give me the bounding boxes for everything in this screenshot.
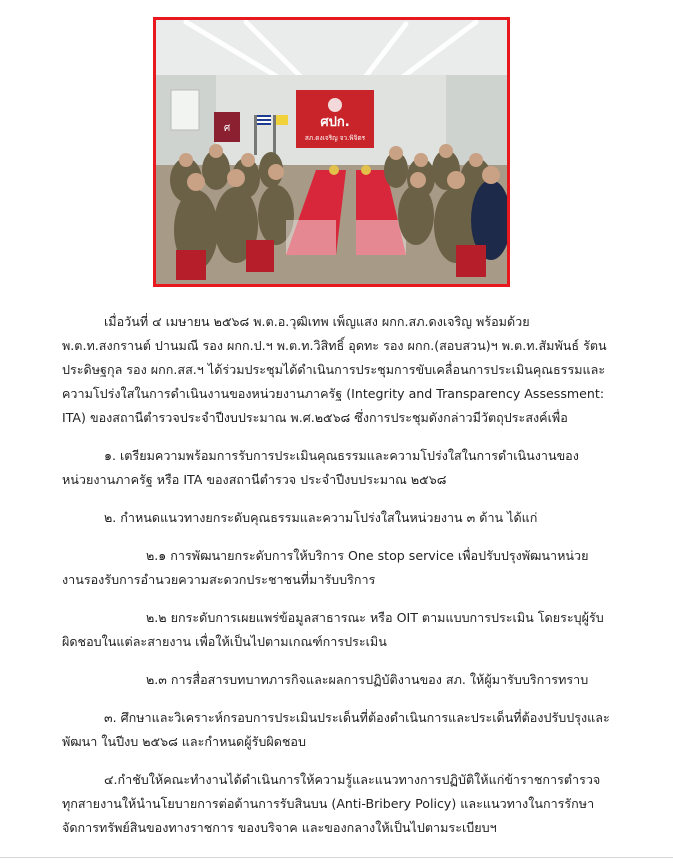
banner-title: ศปก. xyxy=(320,115,350,130)
banner-subtitle: สภ.ดงเจริญ จว.พิจิตร xyxy=(304,134,366,142)
meeting-photo-illustration xyxy=(156,20,507,284)
objective-3: ๓. ศึกษาและวิเคราะห์กรอบการประเมินประเด็นที่ต้องดำเนินการและประเด็นที่ต้องปรับปรุงและพัฒนา ในปีงบ ๒๕๖๘ และกำหนดผู้รับผิดชอบ xyxy=(62,710,610,749)
intro-paragraph: เมื่อวันที่ ๔ เมษายน ๒๕๖๘ พ.ต.อ.วุฒิเทพ เพ็ญแสง ผกก.สภ.ดงเจริญ พร้อมด้วย พ.ต.ท.สงกรานต์ ปานมณี รอง ผกก.ป.ฯ พ.ต.ท.วิสิทธิ์ อุดทะ รอง ผกก.(สอบสวน)ฯ พ.ต.ท.สัมพันธ์ รัตนประดิษฐกุล รอง ผกก.สส.ฯ ได้ร่วมประชุมได้ดำเนินการประชุมการขับเคลื่อนการประเมินคุณธรรมและความโปร่งใสในการดำเนินงานของหน่วยงานภาครัฐ (Integrity and Transparency Assessment: ITA) ของสถานีตำรวจประจำปีงบประมาณ พ.ศ.๒๕๖๘ ซึ่งการประชุมดังกล่าวมีวัตถุประสงค์เพื่อ xyxy=(62,314,607,425)
divider xyxy=(0,857,673,858)
article-body xyxy=(62,310,610,840)
objective-1: ๑. เตรียมความพร้อมการรับการประเมินคุณธรรมและความโปร่งใสในการดำเนินงานของหน่วยงานภาครัฐ หรือ ITA ของสถานีตำรวจ ประจำปีงบประมาณ ๒๕๖๘ xyxy=(62,448,579,487)
objective-4: ๔.กำชับให้คณะทำงานได้ดำเนินการให้ความรู้และแนวทางการปฏิบัติให้แก่ข้าราชการตำรวจทุกสายงานให้นำนโยบายการต่อต้านการรับสินบน (Anti-Bribery Policy) และแนวทางในการรักษาจัดการทรัพย์สินของทางราชการ ของบริจาค และของกลางให้เป็นไปตามระเบียบฯ xyxy=(62,772,601,835)
objective-2: ๒. กำหนดแนวทางยกระดับคุณธรรมและความโปร่งใสในหน่วยงาน ๓ ด้าน ได้แก่ xyxy=(104,510,538,525)
objective-2-2: ๒.๒ ยกระดับการเผยแพร่ข้อมูลสาธารณะ หรือ OIT ตามแบบการประเมิน โดยระบุผู้รับผิดชอบในแต่ละสายงาน เพื่อให้เป็นไปตามเกณฑ์การประเมิน xyxy=(62,610,604,649)
objective-2-1: ๒.๑ การพัฒนายกระดับการให้บริการ One stop service เพื่อปรับปรุงพัฒนาหน่วยงานรองรับการอำนวยความสะดวกประชาชนที่มารับบริการ xyxy=(62,548,589,587)
objective-2-3: ๒.๓ การสื่อสารบทบาทภารกิจและผลการปฏิบัติงานของ สภ. ให้ผู้มารับบริการทราบ xyxy=(146,672,589,687)
meeting-photo xyxy=(153,17,510,287)
side-sign: ศ xyxy=(223,123,231,134)
